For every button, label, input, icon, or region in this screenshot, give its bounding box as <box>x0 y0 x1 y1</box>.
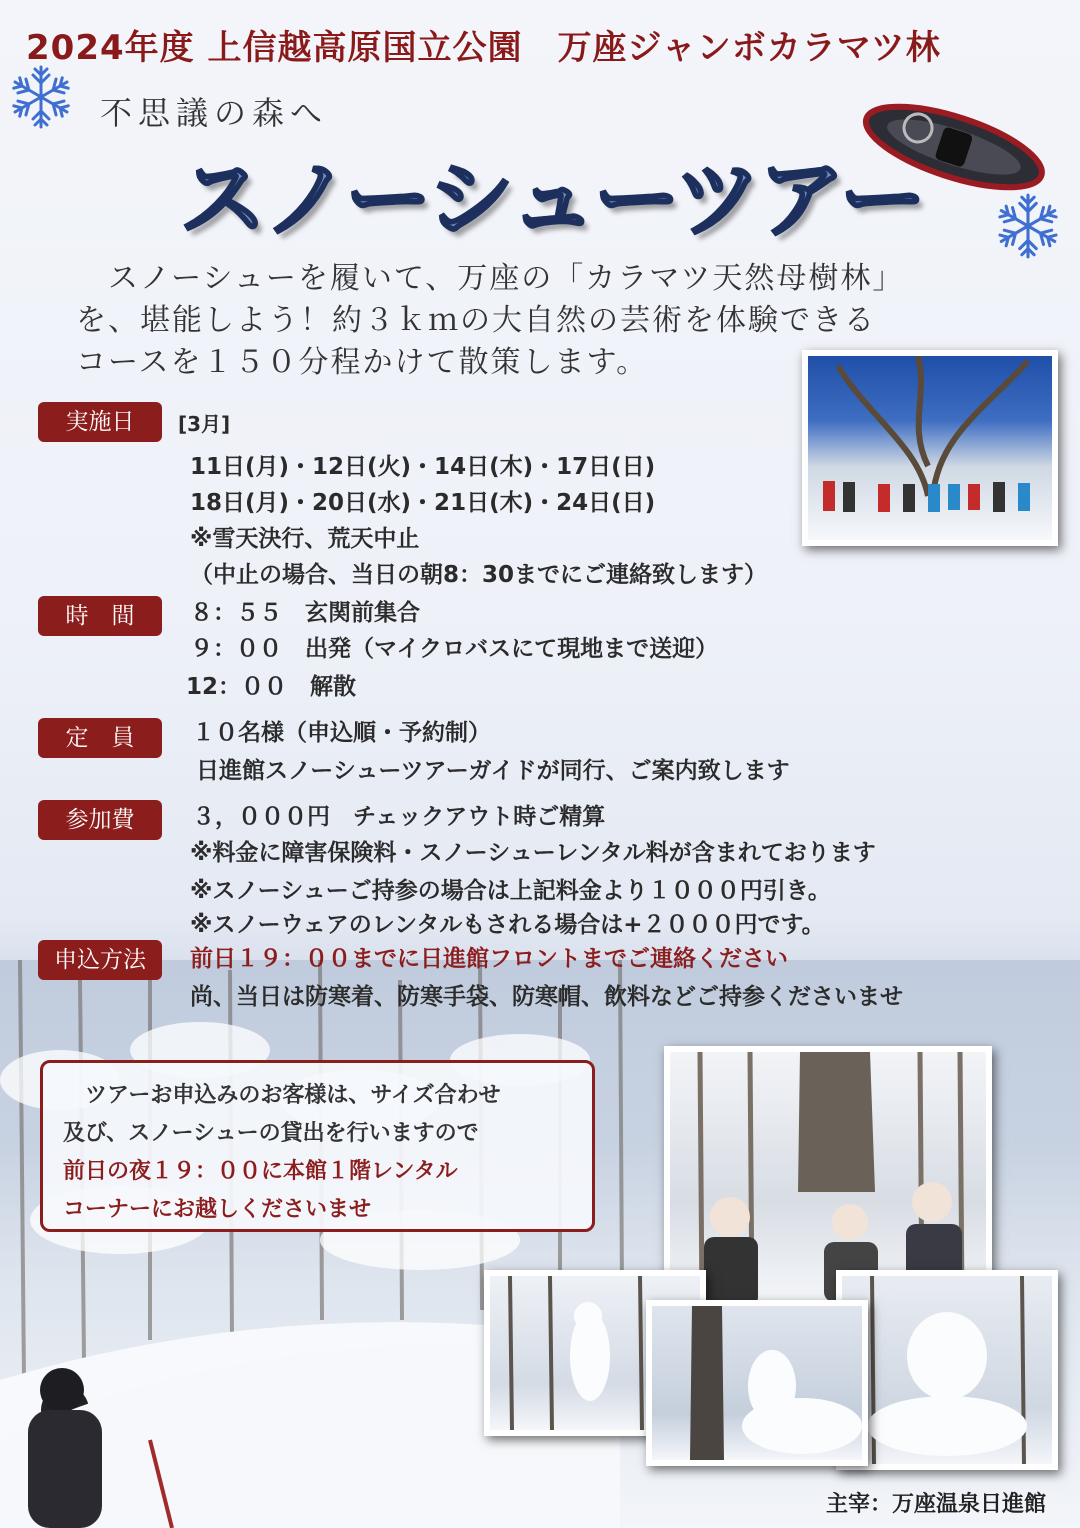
capacity-row: １０名様（申込順・予約制） <box>192 720 491 746</box>
intro-line: を、堪能しよう！約３ｋｍの大自然の芸術を体験できる <box>76 303 876 338</box>
time-row: 12：００ 解散 <box>186 674 357 700</box>
fee-row: ※料金に障害保険料・スノーシューレンタル料が含まれております <box>190 840 876 866</box>
intro-line: スノーシューを履いて、万座の「カラマツ天然母樹林」 <box>76 261 905 296</box>
rental-notice <box>40 1060 595 1232</box>
schedule-month: [3月] <box>178 412 231 436</box>
snow-monster-photo <box>646 1300 868 1466</box>
notice-line: 及び、スノーシューの貸出を行いますので <box>63 1121 479 1146</box>
fee-row: ３，０００円 チェックアウト時ご精算 <box>192 804 606 830</box>
capacity-row: 日進館スノーシューツアーガイドが同行、ご案内致します <box>196 758 790 784</box>
children-photo <box>664 1046 992 1308</box>
snowflake-icon <box>6 62 76 132</box>
group-photo <box>802 350 1058 546</box>
apply-row: 尚、当日は防寒着、防寒手袋、防寒帽、飲料などご持参くださいませ <box>190 984 903 1010</box>
label-capacity: 定 員 <box>38 718 162 758</box>
page-title: 2024年度 上信越高原国立公園 万座ジャンボカラマツ林 <box>26 28 941 68</box>
label-fee: 参加費 <box>38 800 162 840</box>
label-time: 時 間 <box>38 596 162 636</box>
apply-row: 前日１９：００までに日進館フロントまでご連絡ください <box>190 946 788 972</box>
subtitle: 不思議の森へ <box>100 94 329 132</box>
schedule-dates: 18日(月)・20日(水)・21日(木)・24日(日) <box>190 490 656 516</box>
time-row: ８：５５ 玄関前集合 <box>190 600 420 626</box>
notice-line: 前日の夜１９：００に本館１階レンタル <box>63 1159 458 1184</box>
fee-row: ※スノーウェアのレンタルもされる場合は+２０００円です。 <box>190 912 825 938</box>
headline: スノーシューツアー <box>180 150 924 250</box>
intro-line: コースを１５０分程かけて散策します。 <box>76 345 649 380</box>
label-apply: 申込方法 <box>38 940 162 980</box>
snow-monster-photo <box>836 1270 1058 1470</box>
notice-line: ツアーお申込みのお客様は、サイズ合わせ <box>63 1083 501 1108</box>
schedule-note: （中止の場合、当日の朝8：30までにご連絡致します） <box>190 562 768 588</box>
schedule-dates: 11日(月)・12日(火)・14日(木)・17日(日) <box>190 454 656 480</box>
fee-row: ※スノーシューご持参の場合は上記料金より１０００円引き。 <box>190 878 831 904</box>
schedule-note: ※雪天決行、荒天中止 <box>190 526 420 552</box>
label-schedule: 実施日 <box>38 402 162 442</box>
time-row: ９：００ 出発（マイクロバスにて現地まで送迎） <box>190 636 719 662</box>
organizer: 主宰：万座温泉日進館 <box>825 1491 1046 1517</box>
notice-line: コーナーにお越しくださいませ <box>63 1197 372 1222</box>
